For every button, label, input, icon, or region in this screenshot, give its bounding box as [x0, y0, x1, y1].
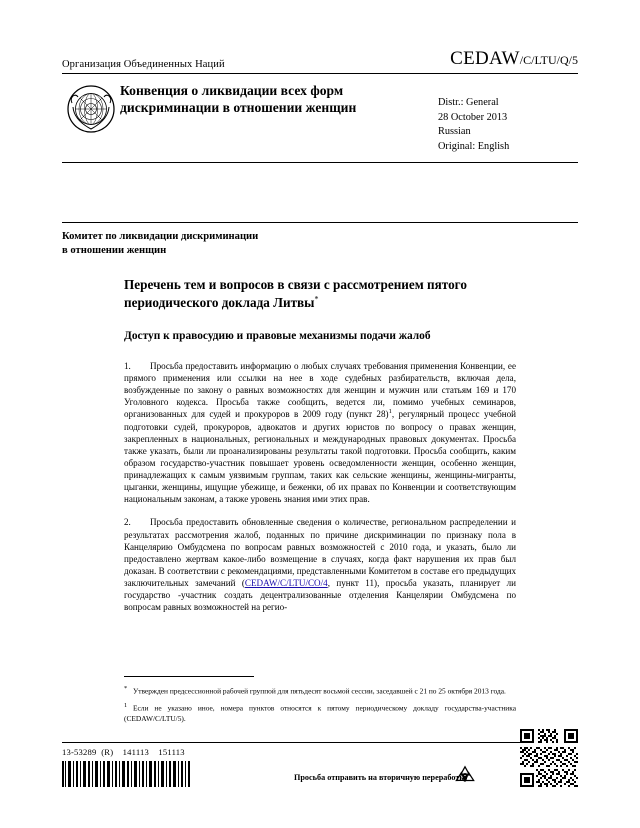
- barcode-icon: [62, 761, 190, 787]
- committee-line-2: в отношении женщин: [62, 245, 167, 257]
- header-main-row: [62, 74, 578, 163]
- distribution-block: [438, 80, 578, 154]
- footnote-2-text: Если не указано иное, номера пунктов относятся к пятому периодическому докладу государства-участника (CEDAW/C/LTU/5).: [124, 703, 516, 723]
- convention-title: Конвенция о ликвидации всех форм дискриминации в отношении женщин: [120, 83, 357, 116]
- page-title-footnote-mark: *: [314, 294, 319, 304]
- un-emblem-icon: [62, 80, 120, 154]
- recycle-icon: [454, 765, 476, 785]
- document-header: [62, 48, 578, 163]
- paragraph-1-text-b: , регулярный процесс учебной подготовки судей, прокуроров, адвокатов и других юристов по вопросу о правах женщин, закрепленных в национальных, региональных и международных правовых документах. Просьба также указать, были ли проанализированы результаты такой подготовки. Просьба сообщить, каким образом государство-участник повышает уровень осведомленности женщин, особенно женщин, принадлежащих к самым уязвимым группам, таких как сельские женщины, женщины-мигранты, цыганки, женщины, ищущие убежище, и беженки, об их правах по Конвенции и соответствующим национальным законам, а также уровень знания ими этих прав.: [124, 409, 517, 505]
- distr-line-3: Russian: [438, 126, 471, 138]
- distr-line-2: 28 October 2013: [438, 111, 508, 123]
- footnote-1-mark: *: [124, 685, 128, 692]
- organization-name: Организация Объединенных Наций: [62, 59, 225, 70]
- footnote-2-mark: 1: [124, 701, 128, 709]
- distr-line-1: Distr.: General: [438, 97, 499, 108]
- paragraph-1-number: 1.: [124, 360, 131, 371]
- footnote-2: [124, 701, 516, 725]
- symbol-suffix: /C/LTU/Q/5: [519, 53, 578, 67]
- paragraph-2-text-a: Просьба предоставить обновленные сведения о количестве, региональном распределении и результатах рассмотрения жалоб, поданных по причине дискриминации по признаку пола в Канцелярию Омбудсмена по вопросам равных возможностей с 2010 года, и указать, было ли предоставлено жертвам какое-либо возмещение в случаях, когда факт нарушения их прав был доказан. В соответствии с рекомендациями, представленными Комитетом в составе его предыдущих заключительных замечаний (: [124, 517, 516, 589]
- recycle-notice: Просьба отправить на вторичную переработку: [294, 773, 469, 782]
- document-footer: [62, 742, 578, 805]
- qr-code-icon: [520, 729, 578, 787]
- document-symbol: [450, 48, 578, 70]
- footnote-1: [124, 684, 516, 697]
- committee-line-1: Комитет по ликвидации дискриминации: [62, 231, 259, 242]
- symbol-main: CEDAW: [450, 48, 520, 69]
- footnotes-block: [124, 684, 516, 728]
- job-number: 13-53289 (R) 141113 151113: [62, 747, 185, 757]
- header-top-row: [62, 48, 578, 73]
- document-body: [124, 276, 516, 624]
- section-title: Доступ к правосудию и правовые механизмы подачи жалоб: [124, 330, 431, 343]
- paragraph-1-footnote-mark: 1: [388, 408, 392, 416]
- page-title-text: Перечень тем и вопросов в связи с рассмотрением пятого периодического доклада Литвы: [124, 277, 467, 310]
- paragraph-2-text-b: , пункт 11), просьба указать, планирует ли государство -участник создать децентрализованные отделения Канцелярии Омбудсмена по вопросам равных возможностей на регио-: [124, 578, 516, 613]
- footer-row: [62, 743, 578, 805]
- committee-name: [62, 230, 578, 259]
- committee-rule: [62, 222, 578, 223]
- footnote-1-text: Утвержден предсессионной рабочей группой для пятьдесят восьмой сессии, заседавшей с 21 по 25 октября 2013 года.: [133, 686, 506, 696]
- footnote-separator: [124, 676, 254, 677]
- page-title: [124, 276, 516, 311]
- paragraph-2: [124, 516, 516, 613]
- paragraph-1-text-a: Просьба предоставить информацию о любых случаях требования применения Конвенции, ее прямого применения или ссылки на нее в ходе судебных разбирательств, включая дела, возбужденные по закону о равных возможностях для женщин и мужчин или статьям 169 и 170 Уголовного кодекса. Просьба также сообщить, ведется ли, помимо учебных семинаров, организованных для судей и прокуроров в 2009 году (пункт 28): [124, 360, 516, 420]
- distr-line-4: Original: English: [438, 140, 510, 152]
- paragraph-1: [124, 360, 516, 506]
- paragraph-2-number: 2.: [124, 517, 131, 528]
- document-reference-link[interactable]: CEDAW/C/LTU/CO/4: [244, 578, 328, 589]
